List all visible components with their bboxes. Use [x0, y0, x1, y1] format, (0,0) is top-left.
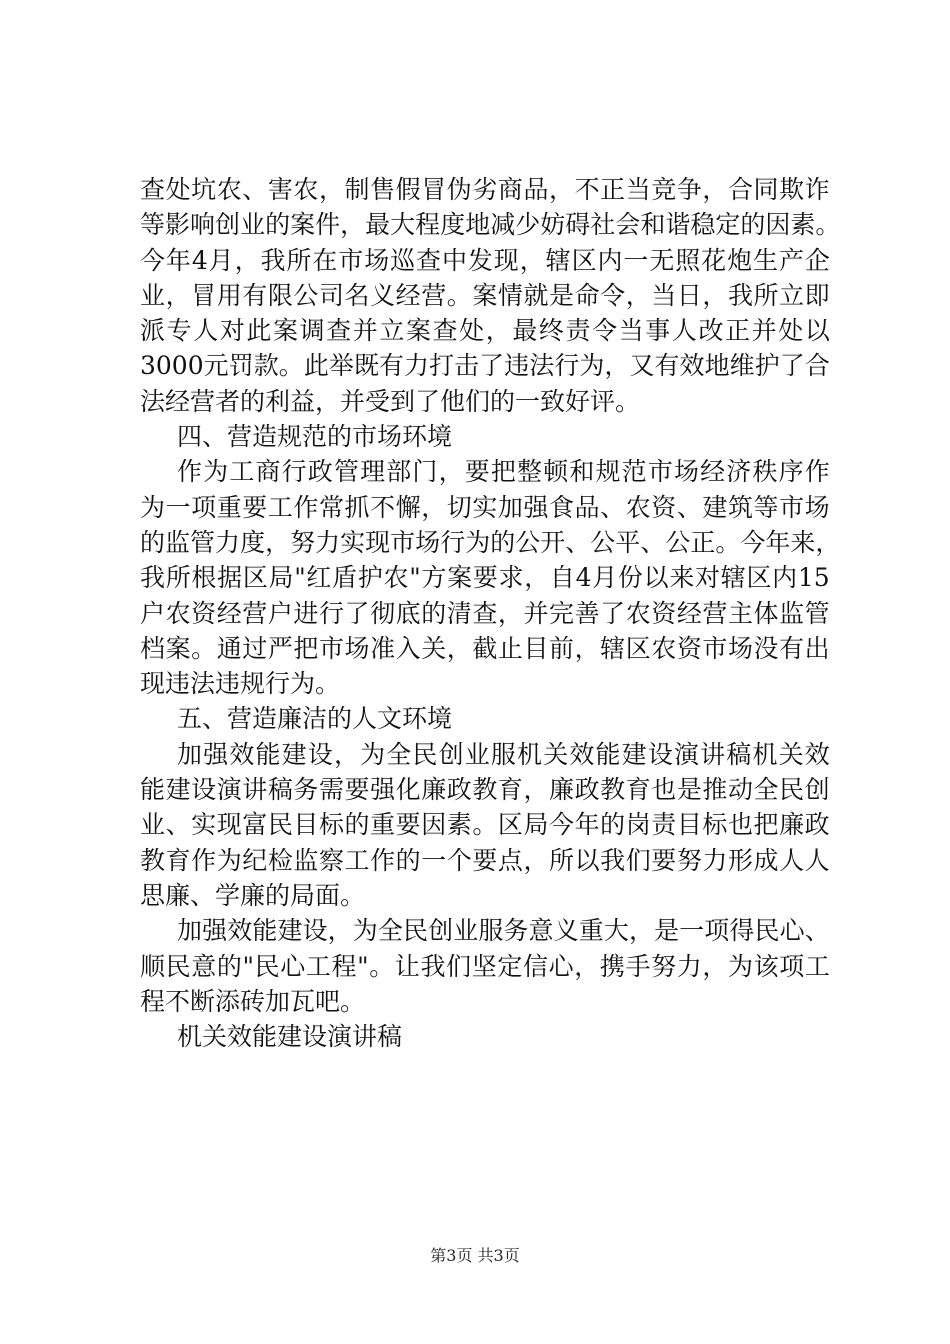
text-line: 加 强 效 能 建 设 ， 为 全 民 创 业 服 机 关 效 能 建 设 演 讲 稿 机 关 效: [177, 739, 830, 769]
page-footer: 第3页 共3页: [430, 1246, 520, 1265]
text-line: 等 影 响 创 业 的 案 件 ， 最 大 程 度 地 减 少 妨 碍 社 会 和 谐 稳 定 的 因 素 。: [140, 210, 841, 240]
text-line: 现违法违规行为。: [140, 669, 341, 699]
text-line: 今 年 4 月 ， 我 所 在 市 场 巡 查 中 发 现 ， 辖 区 内 一 无 照 花 炮 生 产 企: [140, 245, 830, 275]
text-line: 业 、 实 现 富 民 目 标 的 重 要 因 素 。 区 局 今 年 的 岗 责 目 标 也 把 廉 政: [140, 810, 830, 840]
text-line: 业 ， 冒 用 有 限 公 司 名 义 经 营 。 案 情 就 是 命 令 ， 当 日 ， 我 所 立 即: [140, 280, 830, 310]
text-line: 思廉、学廉的局面。: [140, 880, 366, 910]
text-line: 派 专 人 对 此 案 调 查 并 立 案 查 处 ， 最 终 责 令 当 事 人 改 正 并 处 以: [140, 316, 830, 346]
text-line: 我 所 根 据 区 局 " 红 盾 护 农 " 方 案 要 求 ， 自 4 月 份 以 来 对 辖 区 内 15: [140, 563, 830, 593]
text-line: 作 为 工 商 行 政 管 理 部 门 ， 要 把 整 顿 和 规 范 市 场 经 济 秩 序 作: [177, 457, 830, 487]
text-line: 查 处 坑 农 、 害 农 ， 制 售 假 冒 伪 劣 商 品 ， 不 正 当 竞 争 ， 合 同 欺 诈: [140, 175, 830, 204]
text-line: 3000 元 罚 款 。 此 举 既 有 力 打 击 了 违 法 行 为 ， 又 有 效 地 维 护 了 合: [140, 351, 830, 381]
text-line: 机关效能建设演讲稿: [177, 1022, 403, 1052]
text-line: 顺 民 意 的 " 民 心 工 程 " 。 让 我 们 坚 定 信 心 ， 携 手 努 力 ， 为 该 项 工: [140, 951, 830, 981]
text-line: 法经营者的利益，并受到了他们的一致好评。: [140, 386, 641, 416]
text-line: 教 育 作 为 纪 检 监 察 工 作 的 一 个 要 点 ， 所 以 我 们 要 努 力 形 成 人 人: [140, 845, 830, 875]
text-line: 五、营造廉洁的人文环境: [177, 704, 453, 734]
document-body: [140, 172, 841, 1054]
text-line: 程不断添砖加瓦吧。: [140, 986, 366, 1016]
text-line: 加 强 效 能 建 设 ， 为 全 民 创 业 服 务 意 义 重 大 ， 是 一 项 得 民 心 、: [177, 916, 830, 946]
text-line: 户 农 资 经 营 户 进 行 了 彻 底 的 清 查 ， 并 完 善 了 农 资 经 营 主 体 监 管: [140, 598, 830, 628]
text-line: 的 监 管 力 度 ， 努 力 实 现 市 场 行 为 的 公 开 、 公 平 、 公 正 。 今 年 来 ，: [140, 527, 841, 557]
text-line: 为 一 项 重 要 工 作 常 抓 不 懈 ， 切 实 加 强 食 品 、 农 资 、 建 筑 等 市 场: [140, 492, 830, 522]
text-line: 四、营造规范的市场环境: [177, 422, 453, 452]
text-line: 能 建 设 演 讲 稿 务 需 要 强 化 廉 政 教 育 ， 廉 政 教 育 也 是 推 动 全 民 创: [140, 775, 830, 805]
text-line: 档 案 。 通 过 严 把 市 场 准 入 关 ， 截 止 目 前 ， 辖 区 农 资 市 场 没 有 出: [140, 633, 830, 663]
